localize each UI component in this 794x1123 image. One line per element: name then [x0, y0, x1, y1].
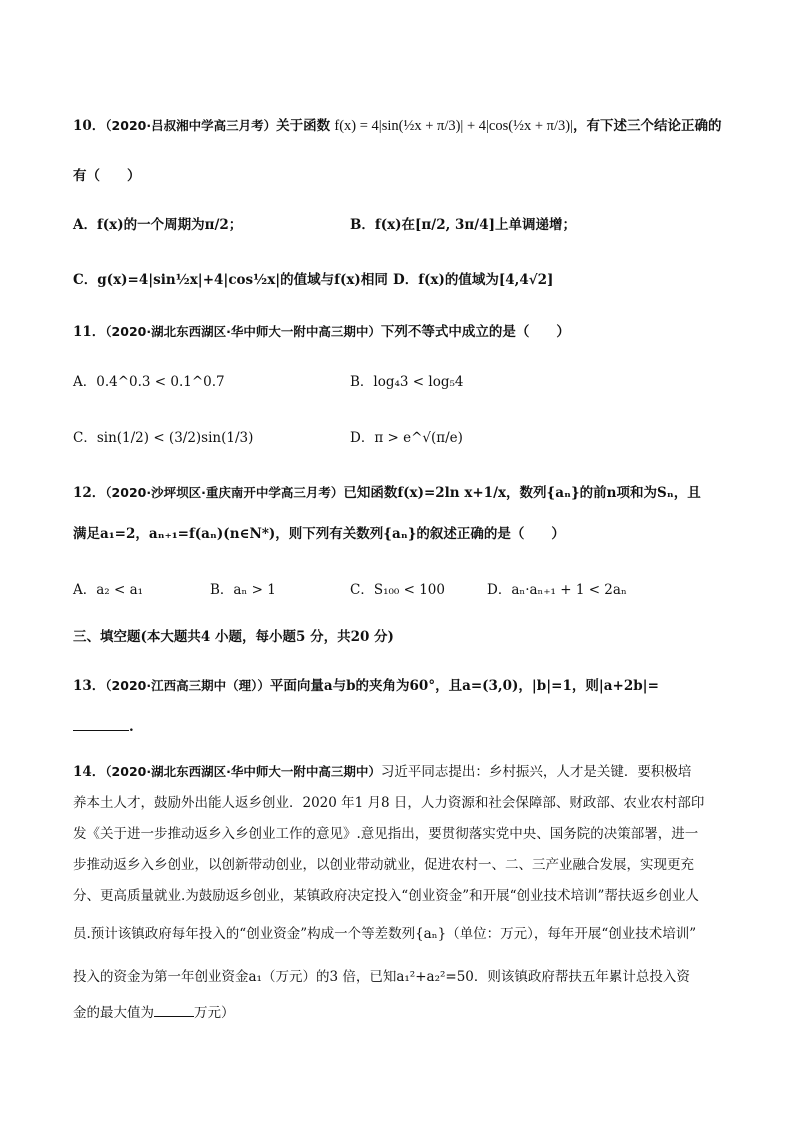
q14-text-8b: 万元） — [194, 1005, 235, 1021]
q11-option-a: A．0.4^0.3 < 0.1^0.7 — [73, 374, 225, 390]
q11-stem — [73, 322, 754, 342]
q13-stem-text: 平面向量a与b的夹角为60°，且a=(3,0)，|b|=1，则|a+2b|= — [269, 678, 659, 694]
q11-number: 11． — [73, 324, 106, 340]
q10-source: （2020·吕叔湘中学高三月考） — [105, 118, 277, 133]
section-3-title: 三、填空题(本大题共4 小题，每小题5 分，共20 分) — [73, 629, 394, 645]
q14-line4: 步推动返乡入乡创业，以创新带动创业，以创业带动就业，促进农村一、二、三产业融合发展，实现更充 — [73, 857, 694, 873]
q13-stem — [73, 676, 754, 696]
q14-line8 — [73, 1002, 754, 1023]
q14-line3: 发《关于进一步推动返乡入乡创业工作的意见》.意见指出，要贯彻落实党中央、国务院的决策部署，进一 — [73, 826, 699, 842]
q10-number: 10． — [73, 118, 106, 134]
q10-option-b: B．f(x)在[π/2, 3π/4]上单调递增； — [350, 217, 577, 233]
q14-line1 — [73, 762, 754, 782]
q14-number: 14． — [73, 764, 106, 780]
q12-stem-text: 已知函数f(x)=2ln x+1/x，数列{aₙ}的前n项和为Sₙ，且 — [343, 485, 701, 501]
q14-source: （2020·湖北东西湖区·华中师大一附中高三期中） — [105, 764, 381, 779]
q12-number: 12． — [73, 485, 106, 501]
q10-lead: 关于函数 — [276, 118, 331, 134]
q10-option-a: A．f(x)的一个周期为π/2； — [73, 217, 243, 233]
q10-function: f(x) = 4|sin(½x + π/3)| + 4|cos(½x + π/3)| — [334, 118, 573, 134]
q14-text-1: 习近平同志提出：乡村振兴，人才是关键．要积极培 — [380, 764, 692, 780]
q12-option-b: B．aₙ > 1 — [210, 582, 276, 598]
q12-option-d: D．aₙ·aₙ₊₁ + 1 < 2aₙ — [487, 582, 627, 598]
q11-option-b: B．log₄3 < log₅4 — [350, 374, 464, 390]
q14-line6: 员.预计该镇政府每年投入的“创业资金”构成一个等差数列{aₙ}（单位：万元），每年开展“创业技术培训” — [73, 926, 697, 942]
q12-stem-line1 — [73, 483, 754, 503]
q11-option-c: C．sin(1/2) < (3/2)sin(1/3) — [73, 430, 254, 446]
q10-stem-line2: 有（ ） — [73, 168, 141, 184]
q13-number: 13． — [73, 678, 106, 694]
q14-line5: 分、更高质量就业.为鼓励返乡创业，某镇政府决定投入“创业资金”和开展“创业技术培训”帮扶返乡创业人 — [73, 888, 699, 904]
q11-stem-text: 下列不等式中成立的是（ ） — [380, 324, 570, 340]
q13-answer-line — [73, 716, 754, 737]
q14-line7: 投入的资金为第一年创业资金a₁（万元）的3 倍，已知a₁²+a₂²=50．则该镇政府帮扶五年累计总投入资 — [73, 969, 690, 985]
q10-tail: ，有下述三个结论正确的 — [572, 118, 722, 134]
q13-source: （2020·江西高三期中（理）） — [105, 678, 270, 693]
q11-option-d: D．π > e^√(π/e) — [350, 430, 463, 446]
q12-source: （2020·沙坪坝区·重庆南开中学高三月考） — [105, 485, 344, 500]
q13-blank-suffix: . — [129, 719, 134, 735]
q10-option-d: D．f(x)的值域为[4,4√2] — [393, 272, 554, 288]
q13-answer-blank[interactable] — [73, 716, 129, 731]
q11-source: （2020·湖北东西湖区·华中师大一附中高三期中） — [105, 324, 381, 339]
q14-line2: 养本土人才，鼓励外出能人返乡创业．2020 年1 月8 日，人力资源和社会保障部、财政部、农业农村部印 — [73, 795, 705, 811]
q10-option-c: C．g(x)=4|sin½x|+4|cos½x|的值域与f(x)相同 — [73, 272, 388, 288]
q12-option-c: C．S₁₀₀ < 100 — [350, 582, 445, 598]
q10-stem-line1 — [73, 116, 754, 136]
q12-option-a: A．a₂ < a₁ — [73, 582, 144, 598]
q14-answer-blank[interactable] — [154, 1002, 194, 1017]
q14-text-8a: 金的最大值为 — [73, 1005, 154, 1021]
q12-stem-line2: 满足a₁=2，aₙ₊₁=f(aₙ)(n∈N*)，则下列有关数列{aₙ}的叙述正确的是（ ） — [73, 526, 565, 542]
